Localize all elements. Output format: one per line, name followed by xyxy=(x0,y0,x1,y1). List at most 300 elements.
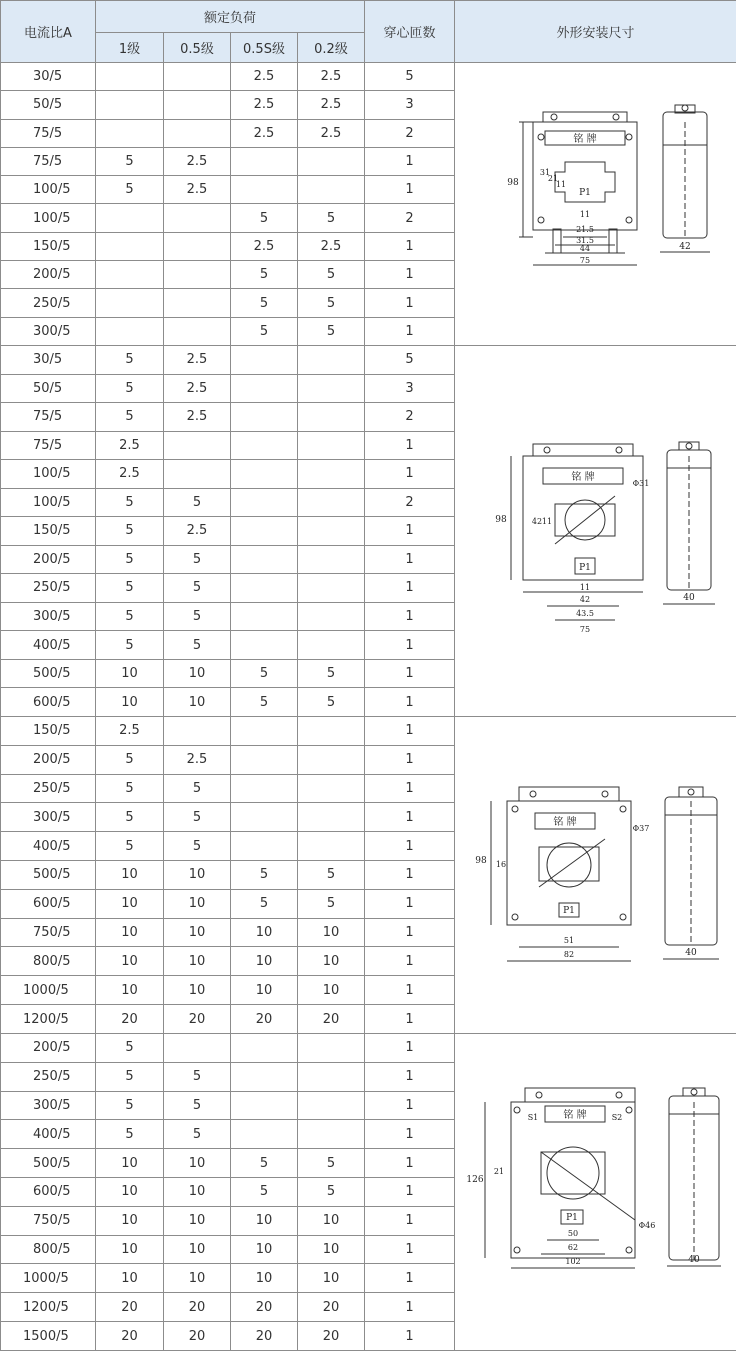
nameplate-label: 铭 牌 xyxy=(573,132,596,145)
header-class-0-5: 0.5级 xyxy=(164,33,231,63)
load-cell: 10 xyxy=(231,1235,298,1264)
load-cell xyxy=(231,431,298,460)
load-cell xyxy=(231,1091,298,1120)
dim-bottom-4: 75 xyxy=(580,625,590,634)
load-cell: 10 xyxy=(231,976,298,1005)
ratio-cell: 250/5 xyxy=(1,774,96,803)
turns-cell: 2 xyxy=(365,119,455,147)
load-cell: 5 xyxy=(164,1091,231,1120)
terminal-s1-label: S1 xyxy=(528,1113,539,1122)
load-cell: 10 xyxy=(164,659,231,688)
load-cell: 10 xyxy=(231,1264,298,1293)
load-cell: 5 xyxy=(164,631,231,660)
load-cell xyxy=(231,745,298,774)
load-cell: 5 xyxy=(96,803,164,832)
load-cell xyxy=(298,460,365,489)
load-cell xyxy=(298,403,365,432)
load-cell xyxy=(231,1120,298,1149)
load-cell: 5 xyxy=(231,1178,298,1207)
load-cell: 2.5 xyxy=(298,119,365,147)
turns-cell: 1 xyxy=(365,688,455,717)
load-cell xyxy=(96,261,164,289)
turns-cell: 1 xyxy=(365,545,455,574)
ratio-cell: 1000/5 xyxy=(1,976,96,1005)
table-row xyxy=(1,63,736,91)
load-cell: 20 xyxy=(164,1005,231,1034)
load-cell: 5 xyxy=(96,745,164,774)
turns-cell: 1 xyxy=(365,976,455,1005)
load-cell xyxy=(298,1062,365,1091)
load-cell xyxy=(96,119,164,147)
load-cell xyxy=(96,317,164,345)
load-cell: 10 xyxy=(96,688,164,717)
load-cell xyxy=(298,1120,365,1149)
dim-bottom-1: 50 xyxy=(568,1229,578,1238)
turns-cell: 1 xyxy=(365,889,455,918)
load-cell xyxy=(231,1062,298,1091)
header-turns: 穿心匝数 xyxy=(365,1,455,63)
ratio-cell: 200/5 xyxy=(1,745,96,774)
dim-bottom-3: 31.5 xyxy=(576,236,594,245)
terminal-label: P1 xyxy=(566,1213,578,1223)
ratio-cell: 150/5 xyxy=(1,517,96,546)
load-cell xyxy=(298,803,365,832)
load-cell xyxy=(231,517,298,546)
dim-bottom-1: 11 xyxy=(580,583,590,592)
load-cell: 2.5 xyxy=(164,176,231,204)
ratio-cell: 50/5 xyxy=(1,374,96,403)
load-cell xyxy=(231,1033,298,1062)
load-cell: 5 xyxy=(231,659,298,688)
ratio-cell: 600/5 xyxy=(1,1178,96,1207)
ratio-cell: 250/5 xyxy=(1,289,96,317)
dim-inner-3: 11 xyxy=(556,180,566,189)
dim-height: 98 xyxy=(507,178,519,188)
terminal-label: P1 xyxy=(579,188,591,198)
load-cell: 20 xyxy=(231,1005,298,1034)
turns-cell: 5 xyxy=(365,345,455,374)
load-cell: 10 xyxy=(96,976,164,1005)
load-cell: 5 xyxy=(231,204,298,232)
ratio-cell: 250/5 xyxy=(1,574,96,603)
turns-cell: 1 xyxy=(365,431,455,460)
load-cell xyxy=(298,431,365,460)
load-cell xyxy=(298,716,365,745)
load-cell: 5 xyxy=(298,688,365,717)
load-cell xyxy=(164,460,231,489)
dim-bottom-5: 75 xyxy=(580,256,590,265)
load-cell: 10 xyxy=(298,1264,365,1293)
load-cell xyxy=(164,204,231,232)
ratio-cell: 300/5 xyxy=(1,602,96,631)
load-cell xyxy=(231,345,298,374)
table-body xyxy=(1,63,736,1351)
load-cell: 2.5 xyxy=(231,232,298,260)
load-cell xyxy=(96,204,164,232)
load-cell xyxy=(231,374,298,403)
load-cell: 20 xyxy=(231,1322,298,1351)
load-cell: 5 xyxy=(96,832,164,861)
turns-cell: 1 xyxy=(365,1149,455,1178)
load-cell: 5 xyxy=(96,774,164,803)
turns-cell: 1 xyxy=(365,947,455,976)
load-cell xyxy=(164,91,231,119)
load-cell xyxy=(298,374,365,403)
load-cell xyxy=(298,545,365,574)
turns-cell: 1 xyxy=(365,1235,455,1264)
dim-bottom-3: 102 xyxy=(565,1257,580,1266)
turns-cell: 1 xyxy=(365,602,455,631)
dimension-drawing-3 xyxy=(455,717,736,1029)
turns-cell: 1 xyxy=(365,517,455,546)
ratio-cell: 750/5 xyxy=(1,1206,96,1235)
load-cell: 5 xyxy=(96,488,164,517)
turns-cell: 3 xyxy=(365,374,455,403)
load-cell: 5 xyxy=(231,1149,298,1178)
dim-inner-2: 21 xyxy=(548,174,558,183)
ratio-cell: 75/5 xyxy=(1,431,96,460)
turns-cell: 1 xyxy=(365,716,455,745)
load-cell xyxy=(231,832,298,861)
turns-cell: 1 xyxy=(365,232,455,260)
ratio-cell: 200/5 xyxy=(1,261,96,289)
load-cell: 20 xyxy=(231,1293,298,1322)
ratio-cell: 300/5 xyxy=(1,803,96,832)
load-cell: 5 xyxy=(96,517,164,546)
load-cell: 5 xyxy=(164,545,231,574)
load-cell: 5 xyxy=(96,1033,164,1062)
load-cell: 10 xyxy=(164,889,231,918)
turns-cell: 1 xyxy=(365,147,455,175)
ratio-cell: 75/5 xyxy=(1,119,96,147)
load-cell: 2.5 xyxy=(231,63,298,91)
load-cell: 20 xyxy=(298,1005,365,1034)
load-cell xyxy=(164,716,231,745)
turns-cell: 2 xyxy=(365,403,455,432)
ratio-cell: 400/5 xyxy=(1,631,96,660)
load-cell xyxy=(298,517,365,546)
terminal-label: P1 xyxy=(579,563,591,573)
dimension-cell xyxy=(455,345,736,716)
load-cell xyxy=(164,261,231,289)
turns-cell: 1 xyxy=(365,1264,455,1293)
load-cell: 10 xyxy=(298,1206,365,1235)
ratio-cell: 100/5 xyxy=(1,176,96,204)
load-cell xyxy=(96,289,164,317)
load-cell: 5 xyxy=(96,403,164,432)
load-cell xyxy=(164,289,231,317)
dim-bottom-2: 62 xyxy=(568,1243,578,1252)
load-cell: 2.5 xyxy=(298,91,365,119)
ratio-cell: 1000/5 xyxy=(1,1264,96,1293)
load-cell: 20 xyxy=(298,1322,365,1351)
load-cell xyxy=(231,545,298,574)
dim-bottom-1: 51 xyxy=(564,936,574,945)
terminal-s2-label: S2 xyxy=(612,1113,623,1122)
dim-bottom-4: 44 xyxy=(580,244,590,253)
load-cell xyxy=(231,574,298,603)
load-cell: 5 xyxy=(164,602,231,631)
turns-cell: 1 xyxy=(365,1322,455,1351)
dim-phi: Φ37 xyxy=(633,824,650,833)
load-cell xyxy=(164,63,231,91)
dim-depth: 40 xyxy=(688,1255,700,1265)
load-cell: 5 xyxy=(298,317,365,345)
turns-cell: 1 xyxy=(365,1120,455,1149)
ratio-cell: 100/5 xyxy=(1,488,96,517)
dim-height: 98 xyxy=(475,856,487,866)
load-cell xyxy=(298,774,365,803)
load-cell xyxy=(298,832,365,861)
load-cell xyxy=(164,119,231,147)
load-cell: 5 xyxy=(164,574,231,603)
turns-cell: 1 xyxy=(365,745,455,774)
load-cell: 2.5 xyxy=(231,91,298,119)
dimension-drawing-2 xyxy=(455,346,736,712)
load-cell xyxy=(298,1033,365,1062)
load-cell xyxy=(298,631,365,660)
dim-height: 98 xyxy=(495,515,507,525)
load-cell: 5 xyxy=(298,289,365,317)
load-cell: 20 xyxy=(96,1005,164,1034)
ratio-cell: 500/5 xyxy=(1,659,96,688)
load-cell: 5 xyxy=(96,1120,164,1149)
turns-cell: 1 xyxy=(365,289,455,317)
terminal-label: P1 xyxy=(563,906,575,916)
load-cell xyxy=(231,631,298,660)
ratio-cell: 100/5 xyxy=(1,204,96,232)
turns-cell: 5 xyxy=(365,63,455,91)
dim-phi: Φ46 xyxy=(639,1221,656,1230)
turns-cell: 1 xyxy=(365,631,455,660)
load-cell xyxy=(298,574,365,603)
load-cell: 5 xyxy=(298,1178,365,1207)
load-cell: 2.5 xyxy=(96,716,164,745)
load-cell: 10 xyxy=(164,688,231,717)
turns-cell: 1 xyxy=(365,1005,455,1034)
load-cell: 5 xyxy=(164,774,231,803)
load-cell: 5 xyxy=(231,261,298,289)
dimension-cell xyxy=(455,1033,736,1350)
header-class-0-2: 0.2级 xyxy=(298,33,365,63)
turns-cell: 1 xyxy=(365,861,455,890)
load-cell: 10 xyxy=(231,918,298,947)
ratio-cell: 100/5 xyxy=(1,460,96,489)
dim-depth: 42 xyxy=(679,242,690,252)
load-cell xyxy=(164,232,231,260)
ratio-cell: 1500/5 xyxy=(1,1322,96,1351)
load-cell: 5 xyxy=(96,1091,164,1120)
turns-cell: 1 xyxy=(365,774,455,803)
load-cell: 5 xyxy=(231,688,298,717)
load-cell xyxy=(96,232,164,260)
ratio-cell: 300/5 xyxy=(1,1091,96,1120)
load-cell: 5 xyxy=(96,574,164,603)
dim-height: 126 xyxy=(466,1175,483,1185)
load-cell: 2.5 xyxy=(164,745,231,774)
dim-bottom-3: 43.5 xyxy=(576,609,594,618)
ratio-cell: 800/5 xyxy=(1,1235,96,1264)
load-cell: 10 xyxy=(164,1178,231,1207)
load-cell xyxy=(231,488,298,517)
ratio-cell: 400/5 xyxy=(1,1120,96,1149)
load-cell: 10 xyxy=(96,918,164,947)
load-cell: 10 xyxy=(164,1206,231,1235)
load-cell: 10 xyxy=(164,976,231,1005)
load-cell: 2.5 xyxy=(298,232,365,260)
dim-phi: Φ31 xyxy=(633,479,650,488)
turns-cell: 1 xyxy=(365,832,455,861)
turns-cell: 1 xyxy=(365,1033,455,1062)
load-cell: 5 xyxy=(298,861,365,890)
ratio-cell: 75/5 xyxy=(1,147,96,175)
dimension-drawing-1 xyxy=(455,67,736,337)
load-cell: 10 xyxy=(96,1264,164,1293)
load-cell: 5 xyxy=(231,889,298,918)
load-cell xyxy=(231,602,298,631)
load-cell: 5 xyxy=(96,374,164,403)
ratio-cell: 500/5 xyxy=(1,1149,96,1178)
load-cell xyxy=(231,774,298,803)
turns-cell: 1 xyxy=(365,918,455,947)
load-cell: 5 xyxy=(96,1062,164,1091)
dim-bottom-2: 21.5 xyxy=(576,225,594,234)
load-cell: 5 xyxy=(164,1120,231,1149)
turns-cell: 1 xyxy=(365,460,455,489)
ratio-cell: 600/5 xyxy=(1,889,96,918)
load-cell xyxy=(164,431,231,460)
ratio-cell: 200/5 xyxy=(1,1033,96,1062)
load-cell xyxy=(231,716,298,745)
dimension-cell xyxy=(455,716,736,1033)
table-row xyxy=(1,345,736,374)
load-cell xyxy=(298,1091,365,1120)
ratio-cell: 200/5 xyxy=(1,545,96,574)
turns-cell: 2 xyxy=(365,488,455,517)
nameplate-label: 铭 牌 xyxy=(563,1108,586,1121)
load-cell xyxy=(298,745,365,774)
header-dimensions: 外形安装尺寸 xyxy=(455,1,736,63)
load-cell: 5 xyxy=(231,317,298,345)
ratio-cell: 150/5 xyxy=(1,232,96,260)
dimension-drawing-4 xyxy=(455,1034,736,1346)
load-cell: 10 xyxy=(96,659,164,688)
load-cell: 10 xyxy=(164,947,231,976)
ratio-cell: 600/5 xyxy=(1,688,96,717)
turns-cell: 1 xyxy=(365,317,455,345)
load-cell xyxy=(231,403,298,432)
turns-cell: 1 xyxy=(365,176,455,204)
load-cell: 5 xyxy=(96,176,164,204)
load-cell xyxy=(298,345,365,374)
load-cell: 2.5 xyxy=(164,517,231,546)
load-cell: 2.5 xyxy=(96,460,164,489)
load-cell: 5 xyxy=(298,1149,365,1178)
load-cell: 5 xyxy=(96,545,164,574)
load-cell: 10 xyxy=(231,1206,298,1235)
load-cell: 20 xyxy=(298,1293,365,1322)
load-cell: 5 xyxy=(164,488,231,517)
ratio-cell: 800/5 xyxy=(1,947,96,976)
load-cell: 10 xyxy=(96,1149,164,1178)
load-cell: 5 xyxy=(231,861,298,890)
load-cell: 10 xyxy=(298,976,365,1005)
dim-bottom-2: 42 xyxy=(580,595,590,604)
load-cell: 5 xyxy=(298,659,365,688)
load-cell: 2.5 xyxy=(164,345,231,374)
load-cell xyxy=(231,176,298,204)
load-cell: 2.5 xyxy=(231,119,298,147)
load-cell: 2.5 xyxy=(96,431,164,460)
load-cell: 10 xyxy=(96,889,164,918)
dim-inner-1: 21 xyxy=(494,1167,504,1176)
header-class-1: 1级 xyxy=(96,33,164,63)
table-row xyxy=(1,716,736,745)
ratio-cell: 75/5 xyxy=(1,403,96,432)
load-cell: 10 xyxy=(96,947,164,976)
turns-cell: 1 xyxy=(365,1178,455,1207)
ratio-cell: 300/5 xyxy=(1,317,96,345)
load-cell xyxy=(164,1033,231,1062)
load-cell: 10 xyxy=(164,1264,231,1293)
nameplate-label: 铭 牌 xyxy=(571,470,594,483)
load-cell: 10 xyxy=(164,1149,231,1178)
turns-cell: 1 xyxy=(365,1091,455,1120)
ratio-cell: 250/5 xyxy=(1,1062,96,1091)
load-cell: 5 xyxy=(298,261,365,289)
load-cell: 10 xyxy=(231,947,298,976)
load-cell: 5 xyxy=(96,602,164,631)
load-cell: 2.5 xyxy=(298,63,365,91)
ratio-cell: 400/5 xyxy=(1,832,96,861)
load-cell: 2.5 xyxy=(164,147,231,175)
nameplate-label: 铭 牌 xyxy=(553,815,576,828)
ratio-cell: 150/5 xyxy=(1,716,96,745)
dim-inner-1: 42 xyxy=(532,517,542,526)
load-cell: 5 xyxy=(96,631,164,660)
load-cell: 10 xyxy=(164,1235,231,1264)
load-cell: 5 xyxy=(298,204,365,232)
ratio-cell: 500/5 xyxy=(1,861,96,890)
turns-cell: 1 xyxy=(365,261,455,289)
load-cell: 5 xyxy=(164,803,231,832)
load-cell xyxy=(231,803,298,832)
turns-cell: 1 xyxy=(365,1293,455,1322)
load-cell xyxy=(164,317,231,345)
load-cell: 10 xyxy=(96,1178,164,1207)
dim-inner-1: 16 xyxy=(496,860,506,869)
load-cell: 5 xyxy=(298,889,365,918)
header-class-0-5s: 0.5S级 xyxy=(231,33,298,63)
ratio-cell: 30/5 xyxy=(1,63,96,91)
turns-cell: 1 xyxy=(365,574,455,603)
header-rated-load: 额定负荷 xyxy=(96,1,365,33)
dimension-cell xyxy=(455,63,736,346)
turns-cell: 1 xyxy=(365,1206,455,1235)
load-cell: 2.5 xyxy=(164,374,231,403)
load-cell: 10 xyxy=(298,918,365,947)
dim-inner-2: 11 xyxy=(542,517,552,526)
ratio-cell: 50/5 xyxy=(1,91,96,119)
dim-bottom-1: 11 xyxy=(580,210,590,219)
load-cell: 20 xyxy=(96,1293,164,1322)
dim-bottom-2: 82 xyxy=(564,950,574,959)
ratio-cell: 1200/5 xyxy=(1,1293,96,1322)
turns-cell: 1 xyxy=(365,1062,455,1091)
load-cell xyxy=(298,488,365,517)
load-cell: 5 xyxy=(164,832,231,861)
turns-cell: 1 xyxy=(365,803,455,832)
